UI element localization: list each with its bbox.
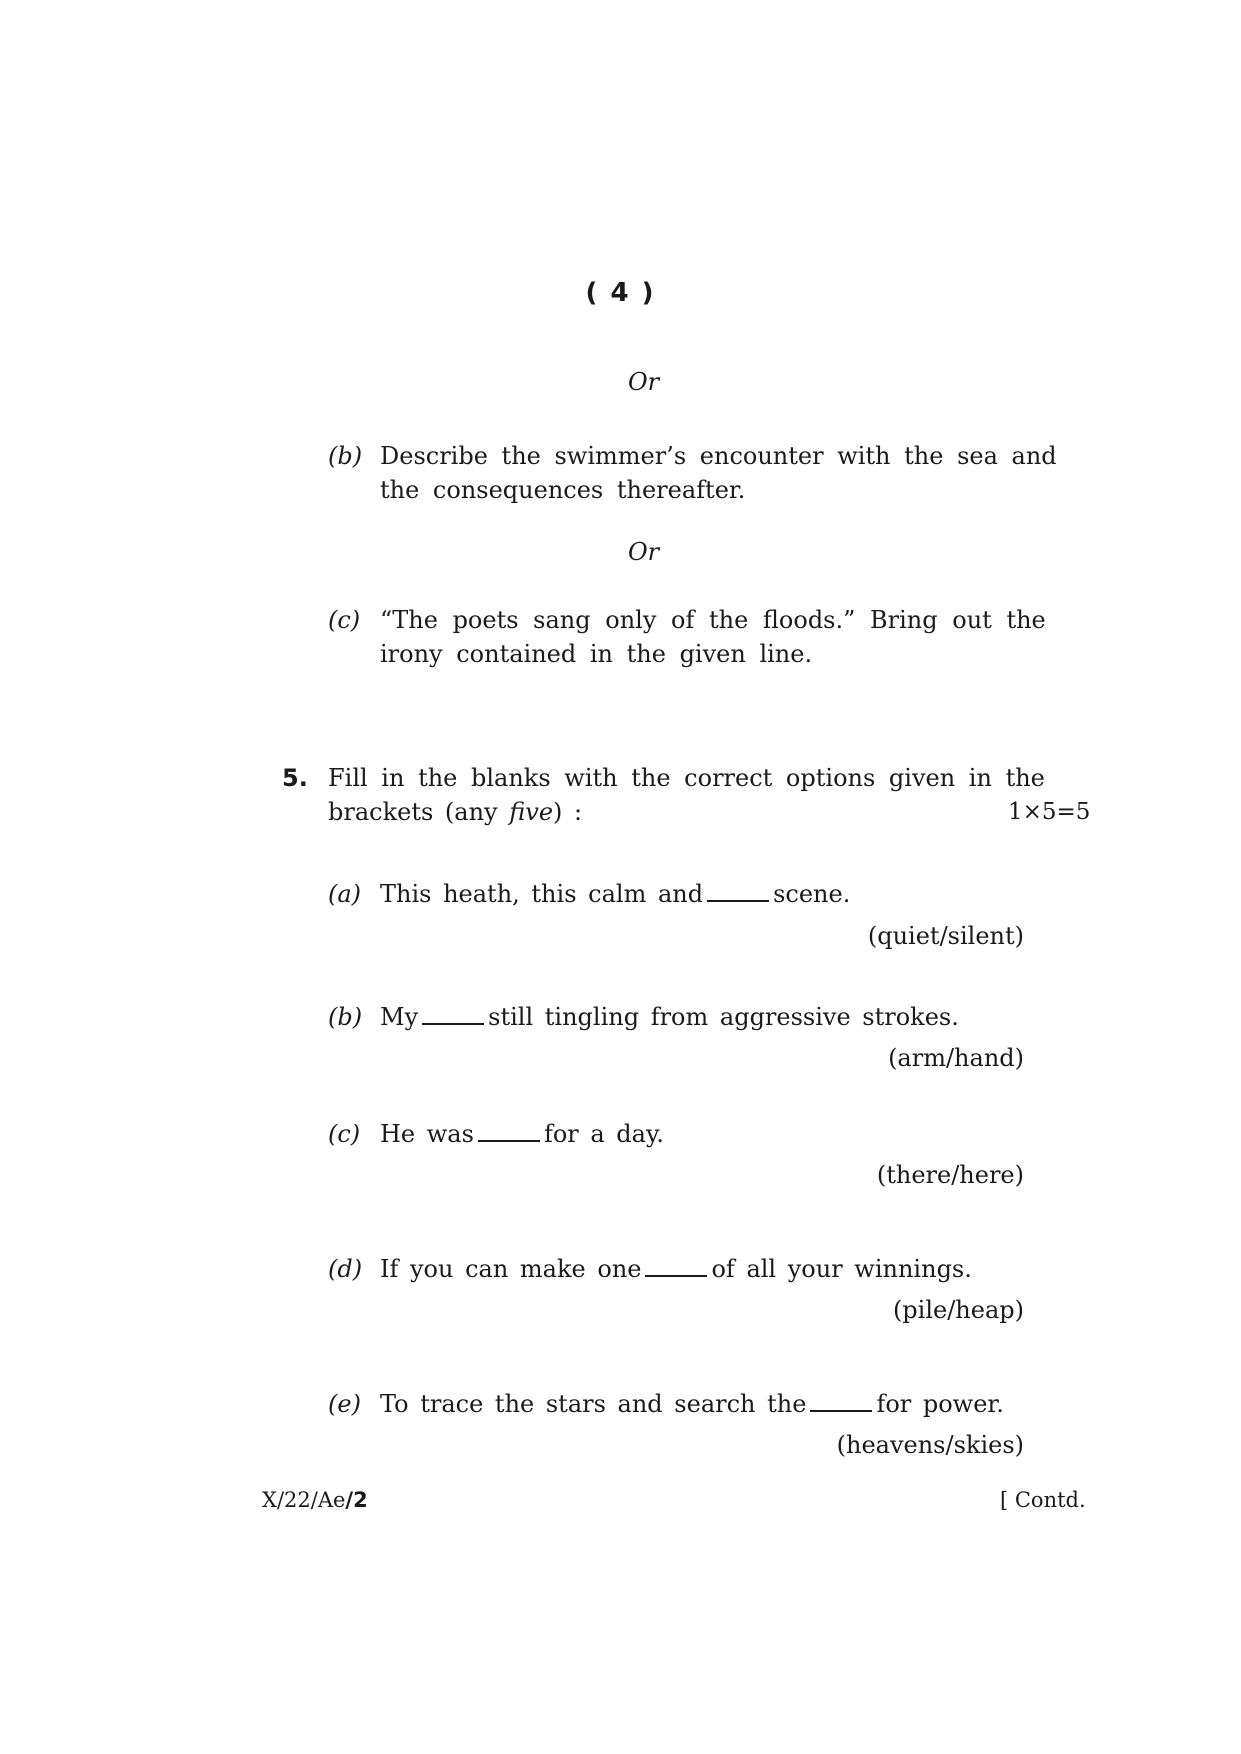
question-4c-label: (c) [328,606,361,634]
item-d-after: of all your winnings. [711,1255,972,1283]
item-d-blank [645,1257,707,1277]
question-4c-line-1: “The poets sang only of the floods.” Bring out the [380,606,1046,634]
item-c-sentence [380,1120,664,1148]
footer-code-text: X/22/Ae [262,1488,346,1512]
item-e-before: To trace the stars and search the [380,1390,807,1418]
item-b-after: still tingling from aggressive strokes. [488,1003,959,1031]
question-5-number: 5. [282,764,308,792]
question-4b-line-1: Describe the swimmer’s encounter with the sea and [380,442,1057,470]
item-a-label: (a) [328,880,362,908]
question-4c-line-2: irony contained in the given line. [380,640,813,668]
question-5-line-2 [328,798,582,826]
item-b-before: My [380,1003,419,1031]
question-5-marks: 1×5=5 [1008,799,1091,825]
question-5-line-2-italic: five [509,798,554,826]
footer-contd: [ Contd. [1000,1488,1086,1512]
item-d-label: (d) [328,1255,363,1283]
question-5-line-2-end: ) : [553,798,583,826]
item-d-options: (pile/heap) [892,1296,1024,1324]
item-c-blank [478,1122,540,1142]
item-e-options: (heavens/skies) [836,1431,1024,1459]
item-c-options: (there/here) [876,1161,1024,1189]
footer-code-bold: /2 [345,1488,368,1512]
item-a-blank [707,882,769,902]
item-b-blank [422,1005,484,1025]
item-e-after: for power. [876,1390,1004,1418]
page-number: ( 4 ) [585,278,656,308]
item-e-sentence [380,1390,1004,1418]
question-4b-label: (b) [328,442,363,470]
question-4b-line-2: the consequences thereafter. [380,476,746,504]
item-c-label: (c) [328,1120,361,1148]
item-e-blank [810,1392,872,1412]
or-separator-1: Or [628,368,660,396]
item-a-sentence [380,880,850,908]
question-5-line-1: Fill in the blanks with the correct options given in the [328,764,1045,792]
item-a-options: (quiet/silent) [867,922,1024,950]
item-d-sentence [380,1255,972,1283]
item-d-before: If you can make one [380,1255,642,1283]
item-c-before: He was [380,1120,474,1148]
item-a-before: This heath, this calm and [380,880,704,908]
item-b-options: (arm/hand) [888,1044,1024,1072]
item-b-label: (b) [328,1003,363,1031]
question-5-line-2-start: brackets (any [328,798,510,826]
item-b-sentence [380,1003,959,1031]
item-e-label: (e) [328,1390,361,1418]
item-c-after: for a day. [543,1120,664,1148]
or-separator-2: Or [628,538,660,566]
item-a-after: scene. [773,880,851,908]
footer-code [262,1488,368,1512]
